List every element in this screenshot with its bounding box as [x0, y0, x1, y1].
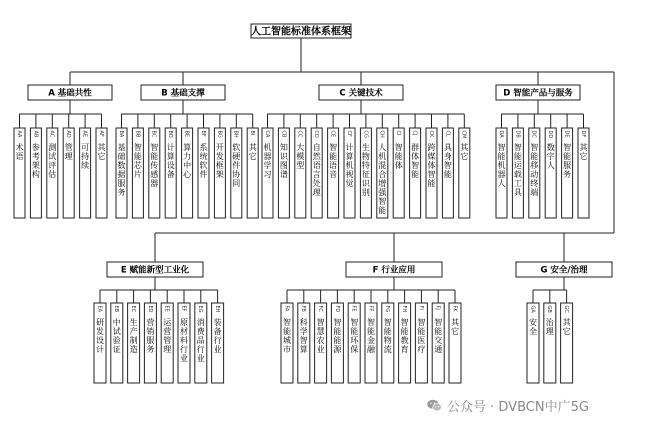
leaf-label: 智能语音: [329, 143, 338, 179]
category-label: D 智能产品与服务: [503, 88, 573, 99]
leaf-box: [561, 303, 573, 383]
leaf-label: 智能能源: [333, 318, 342, 354]
leaf-code: FA: [283, 305, 290, 312]
leaf-box: [295, 128, 306, 218]
leaf-code: EE: [163, 305, 170, 312]
leaf-box: [578, 128, 589, 218]
leaf-code: EC: [130, 305, 136, 313]
leaf-label: 智能医疗: [417, 318, 426, 354]
leaf-code: BI: [249, 130, 256, 136]
watermark-text: 公众号 · DVBCN中广5G: [447, 400, 589, 415]
leaf-code: GC: [563, 305, 569, 313]
leaf-label: 测试评估: [48, 143, 57, 179]
leaf-label: 科学智算: [299, 318, 308, 354]
leaf-label: 知识图谱: [279, 143, 288, 179]
leaf-code: CA: [263, 130, 270, 138]
root-node-label: 人工智能标准体系框架: [251, 26, 351, 38]
category-label: B 基础支撑: [161, 88, 205, 99]
leaf-code: BE: [183, 130, 190, 138]
category-label: F 行业应用: [372, 265, 416, 276]
leaf-label: 可持续: [81, 143, 90, 170]
leaf-box: [63, 128, 74, 218]
leaf-code: AD: [65, 130, 72, 138]
leaf-label: 计算机视觉: [345, 143, 354, 188]
wechat-icon: [426, 397, 443, 414]
leaf-label: 群体智能: [411, 143, 420, 179]
leaf-code: CJ: [411, 130, 418, 136]
leaf-code: FF: [367, 305, 374, 312]
leaf-code: CK: [427, 130, 434, 138]
leaf-label: 智能运载工具: [513, 143, 522, 197]
leaf-code: CB: [280, 130, 287, 138]
leaf-code: FH: [401, 305, 407, 313]
category-label: G 安全/治理: [540, 265, 588, 276]
leaf-code: CI: [395, 130, 402, 136]
diagram-nodes: [14, 24, 612, 383]
leaf-box: [545, 128, 556, 218]
leaf-label: 数字人: [546, 143, 555, 170]
leaf-code: CM: [460, 130, 467, 139]
leaf-code: AE: [81, 130, 88, 138]
leaf-label: 智能物流: [383, 318, 392, 354]
leaf-code: FC: [317, 305, 323, 312]
leaf-label: 系统软件: [199, 143, 208, 179]
leaf-code: FJ: [434, 305, 441, 310]
leaf-code: BH: [232, 130, 239, 138]
leaf-label: 智能交通: [434, 318, 443, 354]
leaf-code: AB: [32, 130, 39, 138]
category-label: C 关键技术: [339, 88, 383, 99]
leaf-box: [80, 128, 91, 218]
leaf-code: DF: [579, 130, 586, 138]
leaf-code: BG: [216, 130, 223, 138]
leaf-label: 计算设备: [166, 143, 175, 179]
leaf-code: BF: [199, 130, 206, 137]
leaf-label: 人机混合增强智能: [378, 143, 387, 215]
leaf-label: 消费品行业: [196, 318, 205, 363]
leaf-code: CL: [444, 130, 451, 137]
leaf-label: 安全: [529, 318, 537, 336]
leaf-label: 参考架构: [31, 143, 40, 179]
leaf-label: 大模型: [296, 143, 305, 170]
leaf-code: AA: [15, 130, 22, 138]
leaf-label: 中试验证: [112, 318, 121, 354]
leaf-code: FD: [333, 305, 340, 313]
leaf-box: [544, 303, 556, 383]
leaf-label: 软硬件协同: [232, 143, 241, 188]
category-label: E 赋能新型工业化: [120, 265, 190, 276]
leaf-code: FK: [451, 305, 458, 312]
leaf-code: DB: [514, 130, 521, 138]
leaf-label: 智能服务: [563, 143, 572, 179]
leaf-box: [14, 128, 25, 218]
leaf-code: FG: [384, 305, 391, 313]
leaf-code: BC: [150, 130, 157, 138]
leaf-label: 智慧农业: [316, 318, 325, 354]
leaf-label: 管理: [64, 143, 73, 161]
leaf-box: [459, 128, 470, 218]
leaf-code: EB: [113, 305, 120, 313]
leaf-code: AC: [48, 130, 55, 138]
leaf-label: 开发框架: [215, 143, 224, 179]
leaf-label: 智能城市: [283, 318, 291, 354]
leaf-code: CD: [313, 130, 320, 138]
leaf-label: 智能芯片: [133, 143, 142, 179]
leaf-code: CG: [362, 130, 369, 138]
leaf-code: FI: [417, 305, 424, 310]
leaf-label: 算力中心: [183, 143, 192, 179]
watermark: [426, 396, 589, 415]
leaf-code: AF: [97, 130, 104, 137]
leaf-box: [96, 128, 107, 218]
leaf-code: CE: [329, 130, 336, 138]
leaf-code: DA: [497, 130, 504, 138]
leaf-box: [527, 303, 539, 383]
leaf-label: 其它: [460, 143, 469, 161]
leaf-label: 自然语言处理: [312, 143, 321, 197]
category-label: A 基础共性: [48, 88, 92, 99]
leaf-label: 智能机器人: [497, 143, 506, 188]
leaf-box: [247, 128, 258, 218]
leaf-label: 营销服务: [146, 318, 155, 354]
leaf-label: 智能环保: [350, 318, 359, 354]
leaf-label: 术语: [15, 143, 24, 161]
leaf-code: DC: [530, 130, 537, 138]
leaf-label: 其它: [97, 143, 106, 161]
leaf-label: 其它: [248, 143, 257, 161]
leaf-code: DD: [547, 130, 554, 139]
leaf-label: 跨媒体智能: [427, 143, 436, 188]
leaf-label: 研发设计: [96, 318, 104, 354]
leaf-label: 生产制造: [129, 318, 138, 354]
leaf-label: 智能传感器: [150, 143, 159, 188]
leaf-code: FE: [350, 305, 357, 312]
leaf-label: 机器学习: [263, 143, 272, 179]
leaf-code: EG: [197, 305, 204, 313]
leaf-code: BD: [167, 130, 174, 138]
leaf-label: 具身智能: [443, 143, 452, 179]
leaf-label: 治理: [545, 318, 554, 336]
leaf-code: CF: [345, 130, 352, 137]
leaf-label: 智能金融: [367, 318, 375, 354]
leaf-code: FB: [300, 305, 307, 312]
leaf-code: GB: [546, 305, 553, 313]
leaf-code: EF: [180, 305, 187, 312]
leaf-label: 智能教育: [400, 318, 409, 354]
leaf-code: CH: [378, 130, 385, 138]
leaf-label: 其它: [451, 318, 459, 336]
leaf-label: 其它: [562, 318, 571, 336]
leaf-label: 生物特征识别: [361, 143, 370, 197]
leaf-label: 其它: [579, 143, 588, 161]
leaf-code: GA: [529, 305, 536, 313]
leaf-code: DE: [563, 130, 570, 138]
leaf-code: EH: [214, 305, 220, 313]
leaf-code: EA: [96, 305, 103, 313]
leaf-label: 智能移动终端: [530, 143, 539, 197]
leaf-label: 运营管理: [163, 318, 172, 354]
leaf-label: 原材料行业: [180, 318, 188, 363]
leaf-label: 基础数据服务: [117, 143, 126, 197]
leaf-code: CC: [296, 130, 303, 138]
leaf-label: 智能体: [394, 143, 403, 170]
leaf-box: [393, 128, 404, 218]
leaf-label: 装备行业: [213, 318, 222, 354]
leaf-code: BB: [134, 130, 141, 138]
leaf-code: BA: [117, 130, 124, 138]
leaf-code: ED: [146, 305, 153, 313]
leaf-box: [449, 303, 461, 383]
